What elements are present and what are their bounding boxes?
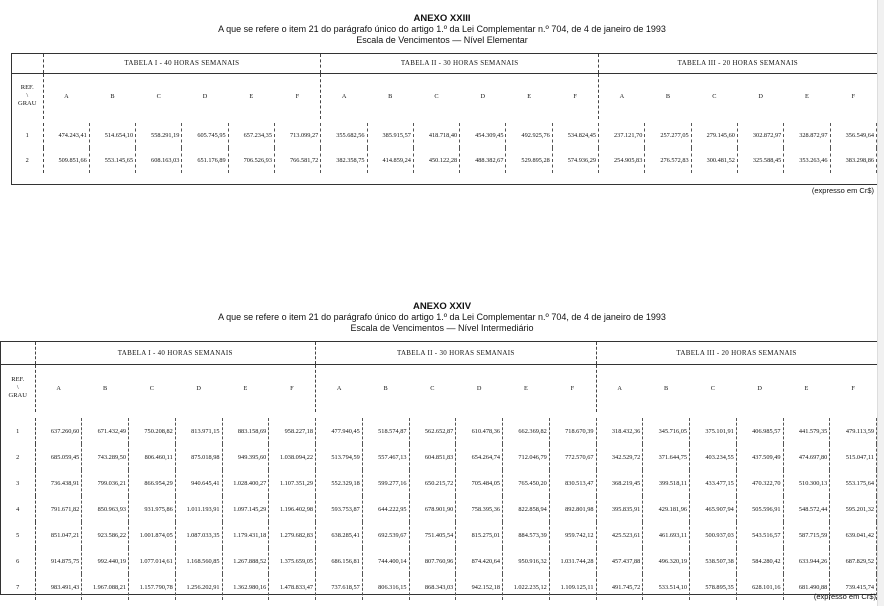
column-header-b: B [110,92,115,100]
table-cell: 950.916,32 [503,548,550,574]
table-cell: 496.320,19 [643,548,690,574]
column-header-e: E [527,92,532,100]
column-header-b: B [103,384,108,392]
table-cell: 1.022.235,12 [503,574,550,600]
row-ref-number: 1 [25,132,29,139]
table-cell: 477.940,45 [316,418,363,444]
annex-xxiv-table-box [0,341,878,595]
table-cell: 671.432,49 [82,418,129,444]
table-cell: 813.971,15 [175,418,222,444]
table-cell: 595.201,32 [830,496,877,522]
ref-grau-label-line: REF. [11,376,25,384]
table-cell: 806.460,11 [129,444,176,470]
annex-xxiv-title: ANEXO XXIV [412,301,472,312]
table-row [1,496,877,522]
table-cell: 510.300,13 [783,470,830,496]
table-cell: 685.059,45 [35,444,82,470]
column-header-c: C [149,384,154,392]
group-header-row [12,54,877,73]
table-cell: 500.937,03 [690,522,737,548]
table-cell: 1.375.659,05 [269,548,316,574]
table-cell: 470.322,70 [736,470,783,496]
table-cell: 368.219,45 [596,470,643,496]
table-cell: 949.395,60 [222,444,269,470]
table-cell: 739.415,74 [830,574,877,600]
column-header-f: F [295,92,300,100]
table-cell: 875.018,98 [175,444,222,470]
table-cell: 593.753,87 [316,496,363,522]
table-cell: 1.478.833,47 [269,574,316,600]
table-cell: 399.518,11 [643,470,690,496]
table-cell: 681.490,88 [783,574,830,600]
table-cell: 543.516,57 [736,522,783,548]
annex-xxiii-table [12,54,877,173]
table-cell: 883.158,69 [222,418,269,444]
column-header-f: F [851,384,855,392]
table-cell: 992.440,19 [82,548,129,574]
table-cell: 737.618,57 [316,574,363,600]
table-row [12,148,877,173]
table-cell: 302.872,97 [737,123,783,148]
column-header-f: F [290,384,294,392]
table-cell: 1.157.790,78 [129,574,176,600]
table-cell: 578.895,35 [690,574,737,600]
table-cell: 654.264,74 [456,444,503,470]
table-cell: 1.279.682,83 [269,522,316,548]
table-cell: 433.477,15 [690,470,737,496]
table-cell: 450.122,28 [413,148,459,173]
row-ref-number: 3 [16,479,20,487]
table-row [1,418,877,444]
table-cell: 662.369,82 [503,418,550,444]
table-cell: 465.907,94 [690,496,737,522]
ref-grau-label-line: \ [26,92,29,100]
table-cell: 758.395,36 [456,496,503,522]
group-header-2: TABELA II - 30 HORAS SEMANAIS [316,342,597,364]
table-cell: 513.794,59 [316,444,363,470]
column-header-d: D [480,92,486,100]
table-cell: 850.963,93 [82,496,129,522]
ref-grau-label-line: GRAU [8,392,27,400]
table-cell: 884.573,39 [503,522,550,548]
table-cell: 644.222,95 [362,496,409,522]
column-header-a: A [599,73,645,119]
table-cell: 371.644,75 [643,444,690,470]
table-cell: 461.693,11 [643,522,690,548]
table-cell: 1.967.088,21 [82,574,129,600]
group-header-row [1,342,877,364]
column-header-a: A [321,73,367,119]
table-cell: 1.196.402,98 [269,496,316,522]
ref-grau-label-line: \ [16,384,19,392]
group-header-3: TABELA III - 20 HORAS SEMANAIS [599,54,877,73]
table-cell: 318.432,36 [596,418,643,444]
table-cell: 383.298,86 [830,148,876,173]
ref-corner-blank [1,342,35,364]
column-header-b: B [383,384,388,392]
table-cell: 492.925,76 [506,123,552,148]
annex-xxiii-table-box [11,53,878,185]
table-cell: 1.168.560,85 [175,548,222,574]
table-cell: 743.289,50 [82,444,129,470]
column-header-d: D [757,384,762,392]
table-cell: 766.581,72 [274,148,320,173]
annex-xxiii-unit-note: (expresso em Cr$) [811,186,874,195]
vertical-scrollbar[interactable] [877,0,884,606]
column-header-e: E [243,384,248,392]
annex-xxiv-table [1,342,877,600]
column-header-row [12,73,877,119]
table-row [1,522,877,548]
table-cell: 429.181,96 [643,496,690,522]
table-cell: 651.176,89 [182,148,228,173]
table-cell: 534.824,45 [552,123,598,148]
table-cell: 474.243,41 [43,123,89,148]
column-header-e: E [804,384,809,392]
table-cell: 599.277,16 [362,470,409,496]
table-cell: 736.438,91 [35,470,82,496]
table-cell: 678.901,90 [409,496,456,522]
table-cell: 706.526,93 [228,148,274,173]
table-cell: 718.670,39 [549,418,596,444]
table-cell: 414.859,24 [367,148,413,173]
table-cell: 418.718,40 [413,123,459,148]
column-header-e: E [523,384,528,392]
table-cell: 355.682,56 [321,123,367,148]
annex-xxiii-title: ANEXO XXIII [413,13,471,24]
table-cell: 353.263,46 [784,148,830,173]
column-header-a: A [35,364,82,412]
table-cell: 562.652,87 [409,418,456,444]
column-header-f: F [570,384,575,392]
column-header-c: C [710,384,715,392]
column-header-row [1,364,877,412]
table-cell: 830.513,47 [549,470,596,496]
table-cell: 628.101,16 [736,574,783,600]
column-header-d: D [476,384,482,392]
table-cell: 385.915,57 [367,123,413,148]
table-cell: 342.529,72 [596,444,643,470]
column-header-d: D [758,92,763,100]
column-header-c: C [430,384,435,392]
table-cell: 548.572,44 [783,496,830,522]
table-cell: 491.745,72 [596,574,643,600]
column-header-d: D [196,384,201,392]
group-header-1: TABELA I - 40 HORAS SEMANAIS [43,54,321,73]
annex-xxiii-header [0,13,884,46]
table-cell: 931.975,86 [129,496,176,522]
table-cell: 403.234,55 [690,444,737,470]
column-header-b: B [664,384,669,392]
column-header-b: B [665,92,671,100]
annex-xxiii-scale: Escala de Vencimentos — Nível Elementar [356,35,528,45]
ref-grau-label [12,73,43,119]
table-cell: 514.654,10 [89,123,135,148]
table-cell: 604.851,83 [409,444,456,470]
table-cell: 558.291,19 [136,123,182,148]
table-cell: 1.028.400,27 [222,470,269,496]
column-header-a: A [596,364,643,412]
table-cell: 505.596,91 [736,496,783,522]
column-header-b: B [388,92,393,100]
group-header-2: TABELA II - 30 HORAS SEMANAIS [321,54,599,73]
table-cell: 942.152,18 [456,574,503,600]
table-cell: 533.514,10 [643,574,690,600]
table-cell: 868.343,03 [409,574,456,600]
annex-xxiv-unit-note: (expresso em Cr$) [813,592,876,601]
table-cell: 657.234,35 [228,123,274,148]
table-cell: 1.109.125,11 [549,574,596,600]
table-cell: 633.944,26 [783,548,830,574]
table-cell: 1.097.145,29 [222,496,269,522]
row-ref-number: 6 [16,557,20,565]
ref-corner-blank [12,54,43,73]
table-cell: 529.895,28 [506,148,552,173]
row-ref-number: 4 [16,505,20,513]
table-cell: 1.011.193,91 [175,496,222,522]
table-cell: 750.208,82 [129,418,176,444]
table-cell: 325.588,45 [737,148,783,173]
annex-xxiv-header [0,301,884,334]
table-cell: 751.405,54 [409,522,456,548]
row-ref-number: 2 [16,453,20,461]
table-cell: 958.227,18 [269,418,316,444]
table-cell: 608.163,03 [136,148,182,173]
table-cell: 552.329,18 [316,470,363,496]
table-cell: 395.835,91 [596,496,643,522]
table-cell: 553.175,64 [830,470,877,496]
table-cell: 712.046,79 [503,444,550,470]
table-cell: 1.179.431,18 [222,522,269,548]
annex-xxiii-subtitle: A que se refere o item 21 do parágrafo único do artigo 1.º da Lei Complementar n.º 704, de 4 de janeiro de 1993 [218,24,666,34]
table-cell: 1.107.351,29 [269,470,316,496]
table-cell: 1.087.033,35 [175,522,222,548]
row-ref-number: 1 [16,427,20,435]
table-cell: 705.484,05 [456,470,503,496]
table-cell: 356.549,64 [830,123,876,148]
ref-grau-label [1,364,35,412]
table-cell: 1.038.094,22 [269,444,316,470]
table-cell: 474.697,80 [783,444,830,470]
table-cell: 791.671,82 [35,496,82,522]
table-cell: 345.716,05 [643,418,690,444]
table-cell: 940.645,41 [175,470,222,496]
table-cell: 574.936,29 [552,148,598,173]
table-cell: 687.829,52 [830,548,877,574]
table-cell: 807.760,96 [409,548,456,574]
table-cell: 515.047,11 [830,444,877,470]
table-cell: 772.570,67 [549,444,596,470]
table-cell: 518.574,87 [362,418,409,444]
column-header-f: F [851,92,856,100]
group-header-3: TABELA III - 20 HORAS SEMANAIS [596,342,877,364]
table-cell: 822.858,94 [503,496,550,522]
table-cell: 914.875,75 [35,548,82,574]
column-header-a: A [316,364,363,412]
annex-xxiv-scale: Escala de Vencimentos — Nível Intermediário [350,323,534,333]
column-header-c: C [434,92,439,100]
table-row [12,123,877,148]
table-cell: 866.954,29 [129,470,176,496]
table-cell: 553.145,65 [89,148,135,173]
group-header-1: TABELA I - 40 HORAS SEMANAIS [35,342,316,364]
table-row [1,574,877,600]
table-cell: 279.145,60 [691,123,737,148]
table-cell: 406.985,57 [736,418,783,444]
column-header-e: E [804,92,809,100]
row-ref-number: 5 [16,531,20,539]
table-row [1,470,877,496]
table-cell: 509.851,66 [43,148,89,173]
table-cell: 692.539,67 [362,522,409,548]
table-cell: 587.715,59 [783,522,830,548]
table-cell: 454.309,45 [460,123,506,148]
table-cell: 923.586,22 [82,522,129,548]
column-header-e: E [249,92,254,100]
table-row [1,444,877,470]
table-cell: 457.437,88 [596,548,643,574]
table-cell: 799.036,21 [82,470,129,496]
column-header-c: C [156,92,161,100]
row-ref-number: 7 [16,583,20,591]
table-cell: 1.077.014,61 [129,548,176,574]
table-row [1,548,877,574]
table-cell: 300.481,52 [691,148,737,173]
table-cell: 892.801,98 [549,496,596,522]
table-cell: 276.572,83 [645,148,691,173]
table-cell: 479.113,59 [830,418,877,444]
table-cell: 874.420,64 [456,548,503,574]
table-cell: 557.467,13 [362,444,409,470]
table-cell: 1.362.980,16 [222,574,269,600]
table-cell: 1.256.202,91 [175,574,222,600]
table-cell: 610.478,36 [456,418,503,444]
table-cell: 959.742,12 [549,522,596,548]
table-cell: 765.450,20 [503,470,550,496]
table-cell: 382.358,75 [321,148,367,173]
table-cell: 328.872,97 [784,123,830,148]
table-cell: 605.745,95 [182,123,228,148]
table-cell: 851.047,21 [35,522,82,548]
table-cell: 237.121,70 [599,123,645,148]
table-cell: 1.001.874,05 [129,522,176,548]
ref-grau-label-line: GRAU [18,100,37,108]
table-cell: 638.285,41 [316,522,363,548]
annex-xxiv-subtitle: A que se refere o item 21 do parágrafo único do artigo 1.º da Lei Complementar n.º 704, de 4 de janeiro de 1993 [218,312,666,322]
table-cell: 425.523,61 [596,522,643,548]
table-cell: 744.400,14 [362,548,409,574]
table-cell: 983.491,43 [35,574,82,600]
column-header-a: A [43,73,89,119]
table-cell: 1.031.744,28 [549,548,596,574]
table-cell: 713.099,27 [274,123,320,148]
column-header-c: C [712,92,717,100]
table-cell: 815.275,01 [456,522,503,548]
table-cell: 584.280,42 [736,548,783,574]
table-cell: 538.507,38 [690,548,737,574]
column-header-d: D [202,92,208,100]
table-cell: 254.905,83 [599,148,645,173]
ref-grau-label-line: REF. [20,84,34,92]
column-header-f: F [573,92,577,100]
row-ref-number: 2 [25,157,29,164]
table-cell: 257.277,05 [645,123,691,148]
table-cell: 488.382,67 [460,148,506,173]
table-cell: 441.579,35 [783,418,830,444]
table-cell: 650.215,72 [409,470,456,496]
table-cell: 686.156,81 [316,548,363,574]
table-cell: 637.260,60 [35,418,82,444]
table-cell: 375.101,91 [690,418,737,444]
table-cell: 1.267.888,52 [222,548,269,574]
table-cell: 806.316,15 [362,574,409,600]
table-cell: 639.041,42 [830,522,877,548]
table-cell: 437.509,49 [736,444,783,470]
